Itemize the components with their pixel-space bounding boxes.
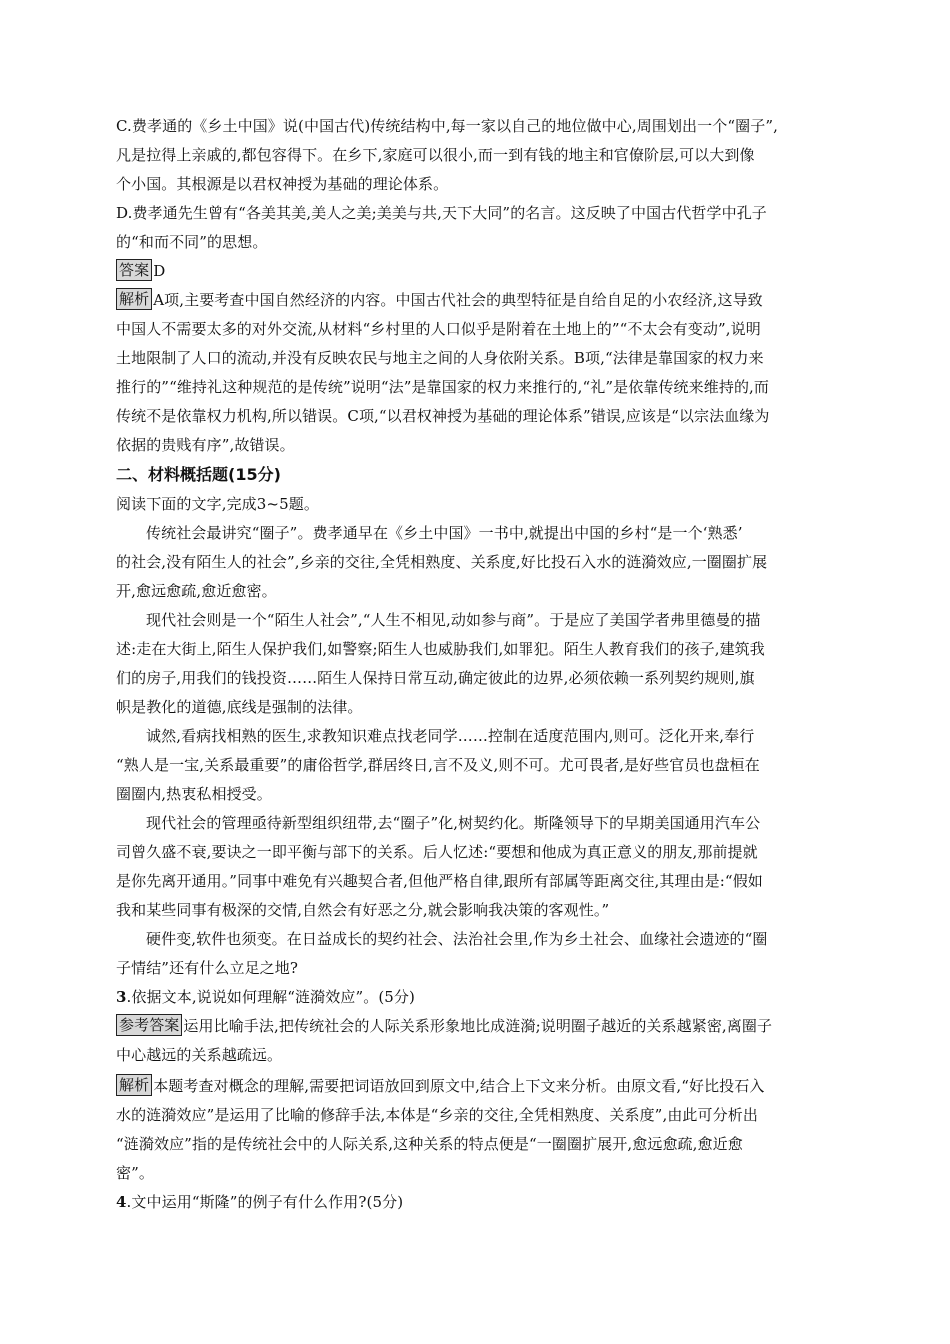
analysis-1-line-6: 依据的贵贱有序”,故错误。 <box>116 436 295 454</box>
analysis-1-line-4: 推行的”“维持礼这种规范的是传统”说明“法”是靠国家的权力来推行的,“礼”是依靠传统来维持的,而 <box>116 378 770 396</box>
passage-p1-line-1: 传统社会最讲究“圈子”。费孝通早在《乡土中国》一书中,就提出中国的乡村“是一个‘熟悉’ <box>146 524 743 542</box>
q3-reference-first-line <box>116 1012 836 1041</box>
option-c-line-3: 个小国。其根源是以君权神授为基础的理论体系。 <box>116 175 449 193</box>
question-3 <box>116 983 836 1012</box>
answer-label: 答案 <box>116 259 152 281</box>
option-d-line-1: D.费孝通先生曾有“各美其美,美人之美;美美与共,天下大同”的名言。这反映了中国古代哲学中孔子 <box>116 204 767 222</box>
question-4-text: .文中运用“斯隆”的例子有什么作用?(5分) <box>126 1193 404 1211</box>
analysis-1-line-3: 土地限制了人口的流动,并没有反映农民与地主之间的人身依附关系。B项,“法律是靠国家的权力来 <box>116 349 764 367</box>
answer-value: D <box>153 262 166 280</box>
answer-row <box>116 257 836 286</box>
question-4 <box>116 1188 836 1217</box>
analysis-1-line-2: 中国人不需要太多的对外交流,从材料“乡村里的人口似乎是附着在土地上的”“不太会有变动”,说明 <box>116 320 761 338</box>
passage-p3-line-3: 圈圈内,热衷私相授受。 <box>116 785 272 803</box>
q3-analysis-text: 本题考查对概念的理解,需要把词语放回到原文中,结合上下文来分析。由原文看,“好比投石入 <box>153 1077 765 1095</box>
section-intro: 阅读下面的文字,完成3~5题。 <box>116 495 319 513</box>
q3-reference-text: 运用比喻手法,把传统社会的人际关系形象地比成涟漪;说明圈子越近的关系越紧密,离圈子 <box>183 1017 773 1035</box>
analysis-1-text: A项,主要考查中国自然经济的内容。中国古代社会的典型特征是自给自足的小农经济,这导致 <box>153 291 763 309</box>
passage-p4-line-2: 司曾久盛不衰,要诀之一即平衡与部下的关系。后人忆述:“要想和他成为真正意义的朋友,那前提就 <box>116 843 758 861</box>
passage-p2-line-1: 现代社会则是一个“陌生人社会”,“人生不相见,动如参与商”。于是应了美国学者弗里德曼的描 <box>146 611 761 629</box>
passage-p3-line-2: “熟人是一宝,关系最重要”的庸俗哲学,群居终日,言不及义,则不可。尤可畏者,是好些官员也盘桓在 <box>116 756 760 774</box>
q3-analysis-line-4: 密”。 <box>116 1164 154 1182</box>
q3-reference-label: 参考答案 <box>116 1014 182 1036</box>
q3-analysis-line-2: 水的涟漪效应”是运用了比喻的修辞手法,本体是“乡亲的交往,全凭相熟度、关系度”,由此可分析出 <box>116 1106 758 1124</box>
q3-analysis-first-line <box>116 1072 836 1101</box>
question-4-number: 4 <box>116 1193 127 1211</box>
q3-analysis-line-3: “涟漪效应”指的是传统社会中的人际关系,这种关系的特点便是“一圈圈扩展开,愈远愈疏,愈近愈 <box>116 1135 743 1153</box>
analysis-1-first-line <box>116 286 836 315</box>
passage-p2-line-3: 们的房子,用我们的钱投资……陌生人保持日常互动,确定彼此的边界,必须依赖一系列契约规则,旗 <box>116 669 755 687</box>
passage-p4-line-3: 是你先离开通用。”同事中难免有兴趣契合者,但他严格自律,跟所有部属等距离交往,其理由是:“假如 <box>116 872 763 890</box>
analysis-1-line-5: 传统不是依靠权力机构,所以错误。C项,“以君权神授为基础的理论体系”错误,应该是“以宗法血缘为 <box>116 407 770 425</box>
passage-p5-line-1: 硬件变,软件也须变。在日益成长的契约社会、法治社会里,作为乡土社会、血缘社会遗迹的“圈 <box>146 930 768 948</box>
passage-p4-line-4: 我和某些同事有极深的交情,自然会有好恶之分,就会影响我决策的客观性。” <box>116 901 610 919</box>
passage-p4-line-1: 现代社会的管理亟待新型组织纽带,去“圈子”化,树契约化。斯隆领导下的早期美国通用汽车公 <box>146 814 761 832</box>
q3-analysis-label: 解析 <box>116 1074 152 1096</box>
question-3-text: .依据文本,说说如何理解“涟漪效应”。(5分) <box>126 988 415 1006</box>
document-page <box>116 112 836 1217</box>
option-c-line-2: 凡是拉得上亲戚的,都包容得下。在乡下,家庭可以很小,而一到有钱的地主和官僚阶层,可以大到像 <box>116 146 755 164</box>
passage-p5-line-2: 子情结”还有什么立足之地? <box>116 959 299 977</box>
option-c-line-1: C.费孝通的《乡土中国》说(中国古代)传统结构中,每一家以自己的地位做中心,周围划出一个“圈子”, <box>116 117 778 135</box>
passage-p3-line-1: 诚然,看病找相熟的医生,求教知识难点找老同学……控制在适度范围内,则可。泛化开来,奉行 <box>146 727 755 745</box>
option-d-line-2: 的“和而不同”的思想。 <box>116 233 268 251</box>
q3-reference-line-2: 中心越远的关系越疏远。 <box>116 1046 283 1064</box>
analysis-1-label: 解析 <box>116 288 152 310</box>
section-title: 二、材料概括题(15分) <box>116 465 281 484</box>
passage-p1-line-3: 开,愈远愈疏,愈近愈密。 <box>116 582 277 600</box>
passage-p2-line-4: 帜是教化的道德,底线是强制的法律。 <box>116 698 363 716</box>
question-3-number: 3 <box>116 988 127 1006</box>
passage-p2-line-2: 述:走在大街上,陌生人保护我们,如警察;陌生人也威胁我们,如罪犯。陌生人教育我们的孩子,建筑我 <box>116 640 765 658</box>
passage-p1-line-2: 的社会,没有陌生人的社会”,乡亲的交往,全凭相熟度、关系度,好比投石入水的涟漪效应,一圈圈扩展 <box>116 553 768 571</box>
